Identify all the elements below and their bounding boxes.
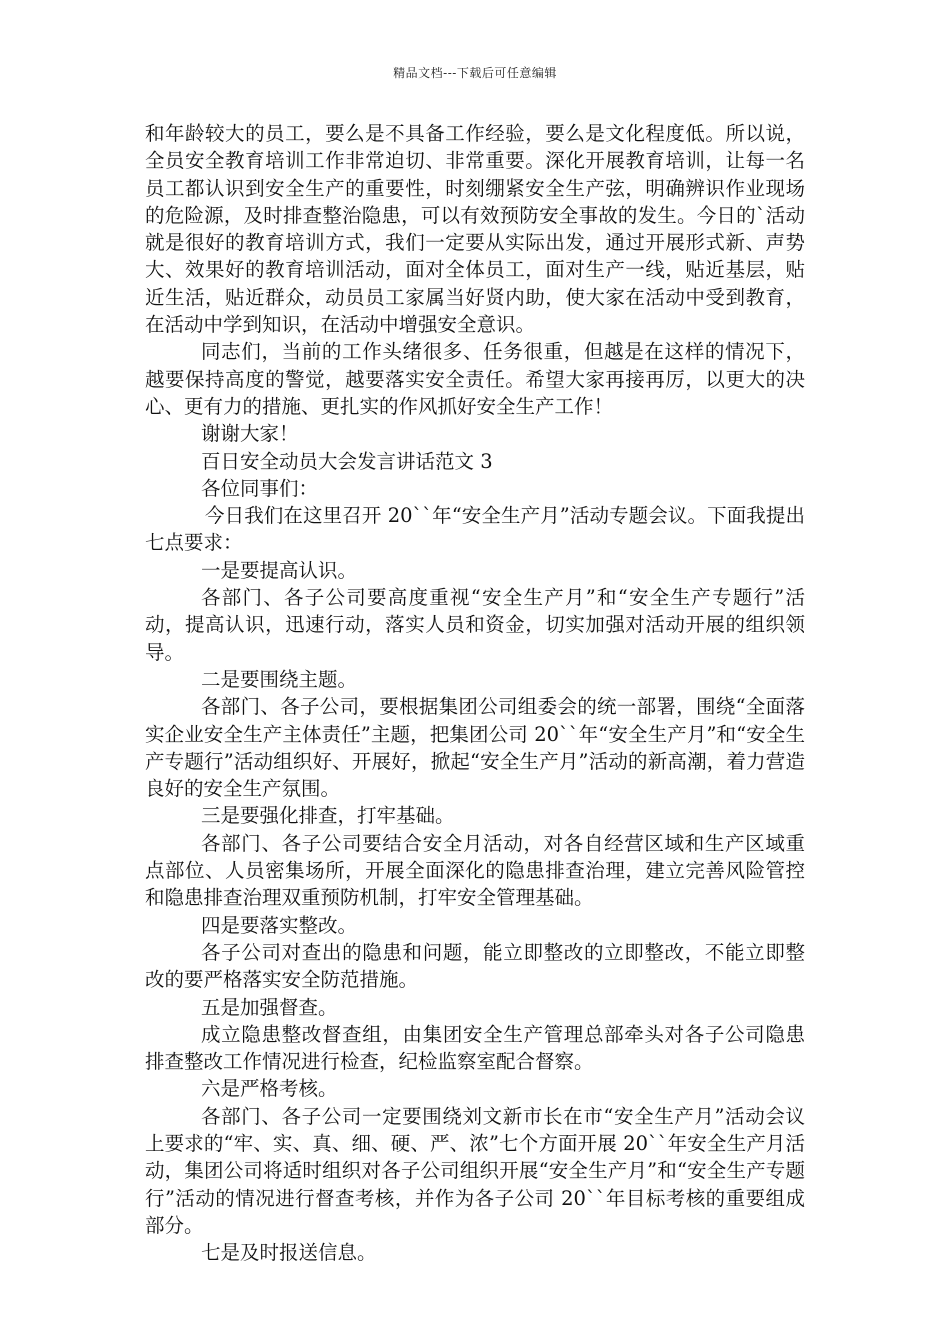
paragraph: 同志们，当前的工作头绪很多、任务很重，但越是在这样的情况下，越要保持高度的警觉，越要落实安全责任。希望大家再接再厉，以更大的决心、更有力的措施、更扎实的作风抓好安全生产工作！ [145,340,805,418]
requirement-heading: 七是及时报送信息。 [201,1241,377,1265]
salutation: 各位同事们： [201,476,319,500]
requirement-heading: 一是要提高认识。 [201,558,358,582]
paragraph: 各子公司对查出的隐患和问题，能立即整改的立即整改，不能立即整改的要严格落实安全防范措施。 [145,940,805,992]
requirement-heading: 六是严格考核。 [201,1077,338,1101]
paragraph: 各部门、各子公司一定要围绕刘文新市长在市“安全生产月”活动会议上要求的“牢、实、真、细、硬、严、浓”七个方面开展 20``年安全生产月活动，集团公司将适时组织对各子公司组织开展“安全生产月”和“安全生产专题行”活动的情况进行督查考核，并作为各子公司 20``年目标考核的重要组成部分。 [145,1104,805,1237]
requirement-heading: 五是加强督查。 [201,995,338,1019]
paragraph: 谢谢大家！ [201,422,299,446]
paragraph: 和年龄较大的员工，要么是不具备工作经验，要么是文化程度低。所以说，全员安全教育培训工作非常迫切、非常重要。深化开展教育培训，让每一名员工都认识到安全生产的重要性，时刻绷紧安全生产弦，明确辨识作业现场的危险源，及时排查整治隐患，可以有效预防安全事故的发生。今日的`活动就是很好的教育培训方式，我们一定要从实际出发，通过开展形式新、声势大、效果好的教育培训活动，面对全体员工，面对生产一线，贴近基层，贴近生活，贴近群众，动员员工家属当好贤内助，使大家在活动中受到教育，在活动中学到知识，在活动中增强安全意识。 [145,122,805,337]
paragraph: 今日我们在这里召开 20``年“安全生产月”活动专题会议。下面我提出七点要求： [145,504,805,555]
paragraph: 各部门、各子公司要结合安全月活动，对各自经营区域和生产区域重点部位、人员密集场所，开展全面深化的隐患排查治理，建立完善风险管控和隐患排查治理双重预防机制，打牢安全管理基础。 [145,831,805,910]
requirement-heading: 三是要强化排查，打牢基础。 [201,804,455,828]
section-title: 百日安全动员大会发言讲话范文 3 [201,449,493,473]
paragraph: 成立隐患整改督查组，由集团安全生产管理总部牵头对各子公司隐患排查整改工作情况进行检查，纪检监察室配合督察。 [145,1022,805,1074]
page-header: 精品文档---下载后可任意编辑 [393,66,557,80]
requirement-heading: 四是要落实整改。 [201,913,358,937]
requirement-heading: 二是要围绕主题。 [201,667,358,691]
paragraph: 各部门、各子公司要高度重视“安全生产月”和“安全生产专题行”活动，提高认识，迅速行动，落实人员和资金，切实加强对活动开展的组织领导。 [145,586,805,664]
document-body [145,120,805,1266]
paragraph: 各部门、各子公司，要根据集团公司组委会的统一部署，围绕“全面落实企业安全生产主体责任”主题，把集团公司 20``年“安全生产月”和“安全生产专题行”活动组织好、开展好，掀起“安全生产月”活动的新高潮，着力营造良好的安全生产氛围。 [145,695,805,801]
